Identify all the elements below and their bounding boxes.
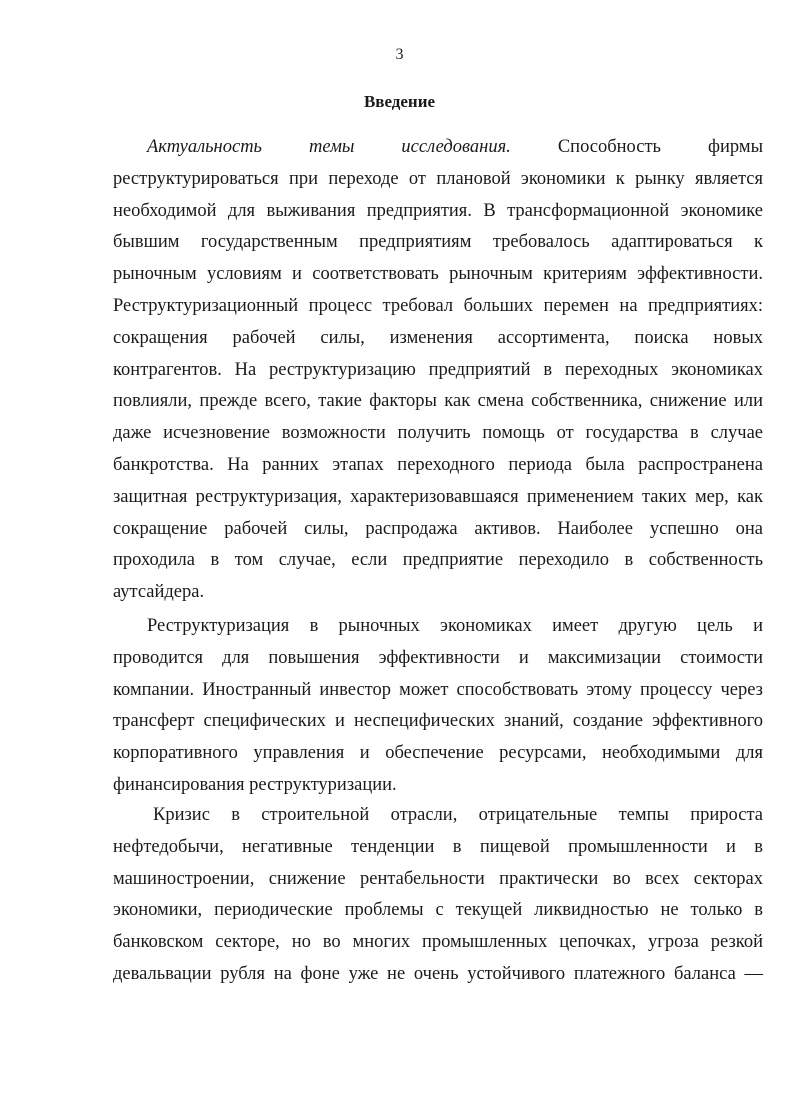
paragraph-line: проводится для повышения эффективности и максимизации стоимости [113,647,763,668]
paragraph-line: экономики, периодические проблемы с текущей ликвидностью не только в [113,900,763,921]
paragraph-line-text: Способность фирмы [557,137,763,157]
paragraph-line: финансирования реструктуризации. [113,774,397,795]
paragraph-line: корпоративного управления и обеспечение ресурсами, необходимыми для [113,743,763,764]
paragraph-3 [113,800,763,991]
lead-italic-phrase: Актуальность темы исследования. [147,137,511,157]
section-title: Введение [363,92,436,111]
paragraph-line: банковском секторе, но во многих промышленных цепочках, угроза резкой [113,932,763,953]
paragraph-line: контрагентов. На реструктуризацию предприятий в переходных экономиках [113,359,763,380]
paragraph-line: реструктурироваться при переходе от плановой экономики к рынку является [113,168,763,189]
paragraph-line: бывшим государственным предприятиям требовалось адаптироваться к [113,232,763,253]
paragraph-line: аутсайдера. [113,582,205,603]
paragraph-line: даже исчезновение возможности получить помощь от государства в случае [113,423,763,444]
paragraph-line: повлияли, прежде всего, такие факторы как смена собственника, снижение или [113,391,763,412]
paragraph-line: девальвации рубля на фоне уже не очень устойчивого платежного баланса — [113,963,763,984]
paragraph-line: Реструктуризация в рыночных экономиках имеет другую цель и [147,616,763,636]
paragraph-line: машиностроении, снижение рентабельности практически во всех секторах [113,868,763,889]
page-number: 3 [395,46,404,63]
paragraph-line: Реструктуризационный процесс требовал больших перемен на предприятиях: [113,295,763,316]
paragraph-line: сокращения рабочей силы, изменения ассортимента, поиска новых [113,327,763,348]
paragraph-line: проходила в том случае, если предприятие переходило в собственность [113,550,763,571]
paragraph-line: нефтедобычи, негативные тенденции в пищевой промышленности и в [113,836,763,857]
paragraph-2 [113,611,763,802]
paragraph-1 [113,132,763,609]
paragraph-line: компании. Иностранный инвестор может способствовать этому процессу через [113,679,763,700]
paragraph-line: необходимой для выживания предприятия. В трансформационной экономике [113,200,763,221]
paragraph-line: трансферт специфических и неспецифических знаний, создание эффективного [113,711,763,732]
paragraph-line: защитная реструктуризация, характеризовавшаяся применением таких мер, как [113,486,763,507]
paragraph-line [113,132,763,164]
paragraph-line: сокращение рабочей силы, распродажа активов. Наиболее успешно она [113,518,763,539]
paragraph-line: Кризис в строительной отрасли, отрицательные темпы прироста [153,805,763,825]
paragraph-line: банкротства. На ранних этапах переходного периода была распространена [113,454,763,475]
paragraph-line: рыночным условиям и соответствовать рыночным критериям эффективности. [113,264,763,285]
